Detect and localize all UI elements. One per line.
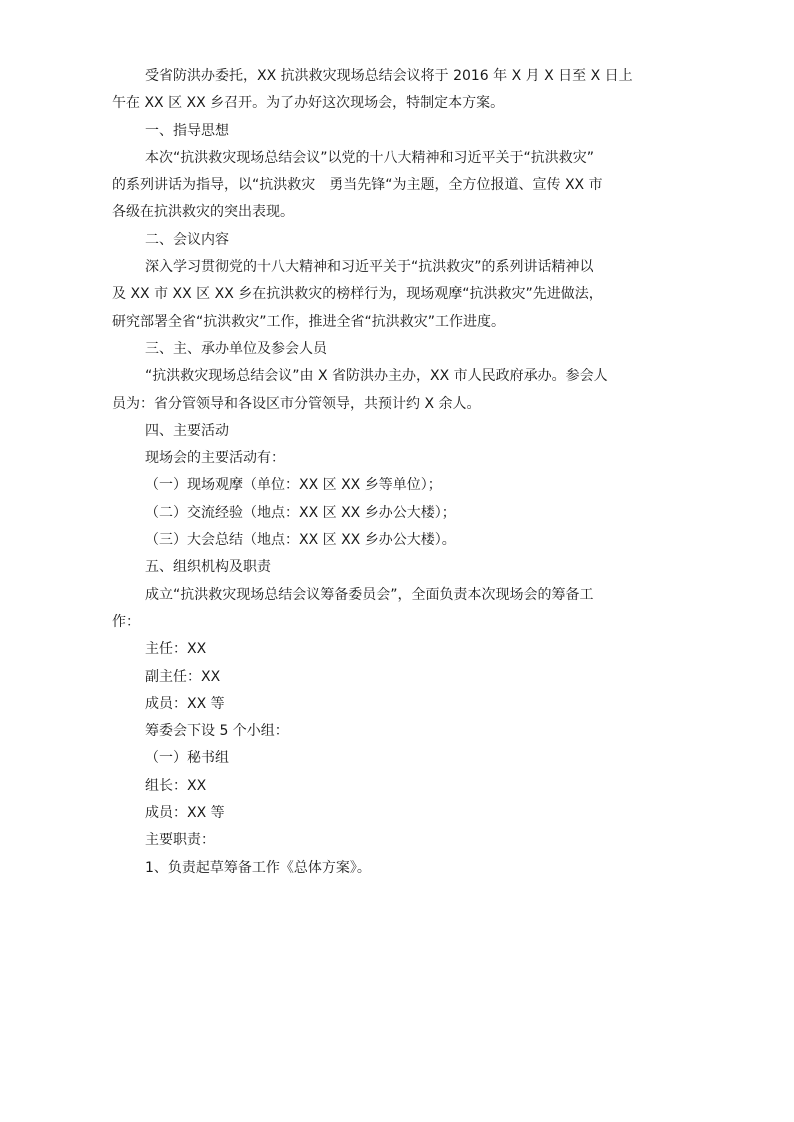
document-line: 组长：XX (145, 777, 207, 794)
document-line: 成立“抗洪救灾现场总结会议筹备委员会”，全面负责本次现场会的筹备工 (145, 586, 594, 603)
document-line: （一）秘书组 (145, 750, 229, 767)
document-line: 五、组织机构及职责 (145, 559, 271, 576)
document-line: 本次“抗洪救灾现场总结会议”以党的十八大精神和习近平关于“抗洪救灾” (145, 149, 595, 166)
document-line: 成员：XX 等 (145, 695, 225, 712)
document-line: 受省防洪办委托，XX 抗洪救灾现场总结会议将于 2016 年 X 月 X 日至 X 日上 (145, 68, 633, 84)
document-line: 各级在抗洪救灾的突出表现。 (112, 204, 294, 221)
document-line: 三、主、承办单位及参会人员 (145, 340, 327, 357)
document-line: 二、会议内容 (145, 231, 229, 248)
document-line: 主任：XX (145, 641, 207, 658)
document-line: 一、指导思想 (145, 122, 229, 139)
document-line: 筹委会下设 5 个小组： (145, 723, 289, 740)
document-body (112, 63, 652, 882)
document-line: 深入学习贯彻党的十八大精神和习近平关于“抗洪救灾”的系列讲话精神以 (145, 259, 594, 276)
document-line: 现场会的主要活动有： (145, 450, 285, 467)
document-line: 的系列讲话为指导，以“抗洪救灾 勇当先锋“为主题，全方位报道、宣传 XX 市 (112, 177, 603, 194)
document-line: 研究部署全省“抗洪救灾”工作，推进全省“抗洪救灾”工作进度。 (112, 313, 506, 330)
document-line: （一）现场观摩（单位：XX 区 XX 乡等单位）； (145, 477, 442, 494)
document-line: 1、负责起草筹备工作《总体方案》。 (145, 859, 371, 876)
document-line: 午在 XX 区 XX 乡召开。为了办好这次现场会，特制定本方案。 (112, 95, 505, 112)
document-line: （三）大会总结（地点：XX 区 XX 乡办公大楼）。 (145, 532, 456, 549)
document-line: 四、主要活动 (145, 422, 229, 439)
document-line: 主要职责： (145, 832, 215, 849)
document-line: 及 XX 市 XX 区 XX 乡在抗洪救灾的榜样行为，现场观摩“抗洪救灾”先进做法， (112, 286, 603, 303)
document-line: （二）交流经验（地点：XX 区 XX 乡办公大楼）； (145, 504, 456, 521)
document-line: 副主任：XX (145, 668, 221, 685)
document-line: 员为：省分管领导和各设区市分管领导，共预计约 X 余人。 (112, 395, 481, 412)
document-line: “抗洪救灾现场总结会议”由 X 省防洪办主办，XX 市人民政府承办。参会人 (145, 368, 608, 385)
document-line: 作： (112, 613, 140, 630)
document-line: 成员：XX 等 (145, 805, 225, 822)
